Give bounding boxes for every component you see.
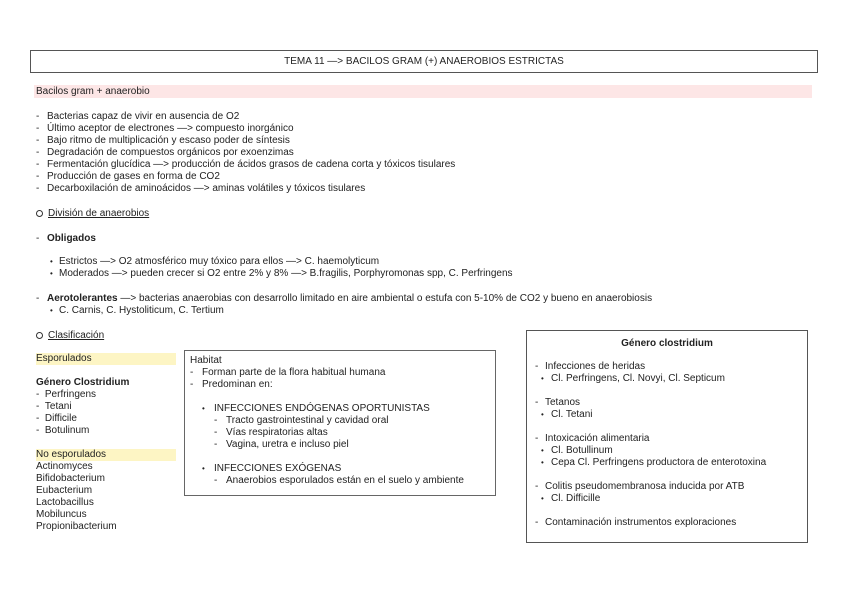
list-item: - Tetanos [535, 397, 581, 408]
list-item: Propionibacterium [36, 521, 117, 532]
classification-heading: Clasificación [36, 329, 104, 341]
list-item: - Perfringens [36, 389, 97, 400]
list-item: - Anaerobios esporulados están en el suelo y ambiente [214, 475, 464, 486]
list-item: - Bajo ritmo de multiplicación y escaso poder de síntesis [36, 135, 290, 146]
list-item: - Colitis pseudomembranosa inducida por ATB [535, 481, 745, 492]
list-item: - Predominan en: [190, 379, 273, 390]
esporulados-label: Esporulados [36, 353, 176, 365]
aerotolerantes-list [36, 305, 796, 317]
list-item: • Moderados —> pueden crecer si O2 entre 2% y 8% —> B.fragilis, Porphyromonas spp, C. Perfringens [50, 268, 513, 279]
list-item: - Tracto gastrointestinal y cavidad oral [214, 415, 389, 426]
general-points-list [36, 111, 796, 195]
list-item: - Forman parte de la flora habitual humana [190, 367, 386, 378]
list-item: - Bacterias capaz de vivir en ausencia de O2 [36, 111, 240, 122]
list-item: • Cl. Perfringens, Cl. Novyi, Cl. Septicum [541, 373, 725, 384]
clostridium-box [526, 330, 808, 543]
list-item: - Difficile [36, 413, 77, 424]
list-item: - Vagina, uretra e incluso piel [214, 439, 349, 450]
obligados-label: Obligados [47, 233, 96, 244]
list-item: • Cl. Tetani [541, 409, 593, 420]
aerotolerantes-section: - Aerotolerantes —> bacterias anaerobias con desarrollo limitado en aire ambiental o estufa con 5-10% de CO2 y bueno en anaerobiosis [36, 293, 653, 304]
list-item: - Contaminación instrumentos exploraciones [535, 517, 737, 528]
list-item: • Cepa Cl. Perfringens productora de enterotoxina [541, 457, 767, 468]
habitat-box [184, 350, 496, 496]
exogenas-label: • INFECCIONES EXÓGENAS [202, 463, 342, 474]
no-esporulados-label: No esporulados [36, 449, 176, 461]
circle-bullet-icon [36, 332, 43, 339]
obligados-section: - Obligados [36, 233, 96, 244]
obligados-list [36, 256, 796, 280]
classification-column [36, 353, 176, 533]
list-item: • C. Carnis, C. Hystoliticum, C. Tertium [50, 305, 224, 316]
list-item: - Botulinum [36, 425, 90, 436]
list-item: - Último aceptor de electrones —> compuesto inorgánico [36, 123, 294, 134]
list-item: Actinomyces [36, 461, 93, 472]
list-item: Eubacterium [36, 485, 93, 496]
list-item: - Decarboxilación de aminoácidos —> aminas volátiles y tóxicos tisulares [36, 183, 366, 194]
clostridium-box-title: Género clostridium [621, 338, 713, 349]
genero-clostridium-label: Género Clostridium [36, 377, 130, 388]
list-item: - Infecciones de heridas [535, 361, 646, 372]
list-item: - Degradación de compuestos orgánicos por exoenzimas [36, 147, 294, 158]
list-item: - Vías respiratorias altas [214, 427, 328, 438]
division-heading: División de anaerobios [36, 207, 149, 219]
list-item: Lactobacillus [36, 497, 94, 508]
endogenas-label: • INFECCIONES ENDÓGENAS OPORTUNISTAS [202, 403, 430, 414]
list-item: • Estrictos —> O2 atmosférico muy tóxico para ellos —> C. haemolyticum [50, 256, 380, 267]
list-item: - Fermentación glucídica —> producción de ácidos grasos de cadena corta y tóxicos tisulares [36, 159, 456, 170]
habitat-title: Habitat [190, 355, 222, 366]
page-title: TEMA 11 —> BACILOS GRAM (+) ANAEROBIOS ESTRICTAS [30, 50, 818, 73]
list-item: • Cl. Difficille [541, 493, 601, 504]
list-item: • Cl. Botullinum [541, 445, 613, 456]
list-item: Bifidobacterium [36, 473, 105, 484]
list-item: - Intoxicación alimentaria [535, 433, 650, 444]
list-item: - Tetani [36, 401, 72, 412]
section-heading-bacilos: Bacilos gram + anaerobio [34, 85, 812, 98]
list-item: Mobiluncus [36, 509, 87, 520]
list-item: - Producción de gases en forma de CO2 [36, 171, 220, 182]
circle-bullet-icon [36, 210, 43, 217]
aerotolerantes-label: Aerotolerantes [47, 293, 118, 304]
